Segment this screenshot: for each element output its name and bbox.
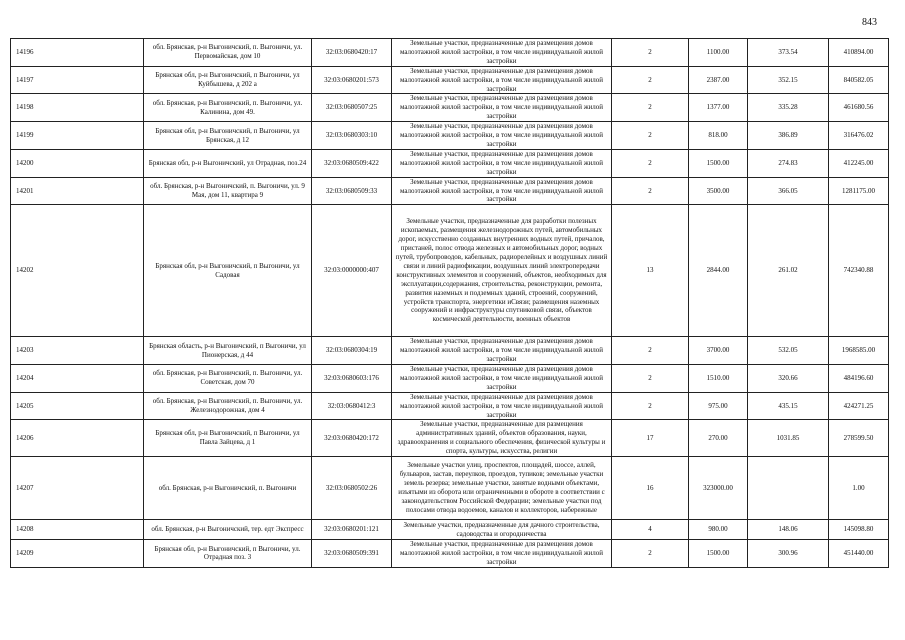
row-rate: 386.89 (748, 122, 829, 150)
row-cadastral-value: 1.00 (829, 457, 889, 520)
row-cadastral-value: 410894.00 (829, 39, 889, 67)
row-number: 14207 (11, 457, 144, 520)
row-area: 1510.00 (689, 365, 748, 393)
row-address: обл. Брянская, р-н Выгоничский, п. Выгоничи, ул. Железнодорожная, дом 4 (144, 392, 312, 420)
row-cadastral-value: 145098.80 (829, 520, 889, 540)
table-row (11, 392, 889, 420)
row-cadastral-number: 32:03:0680420:172 (312, 420, 392, 457)
row-address: Брянская обл, р-н Выгоничский, п Выгоничи, ул Павла Зайцева, д 1 (144, 420, 312, 457)
table-row (11, 149, 889, 177)
row-address: Брянская обл, р-н Выгоничский, ул Отрадная, поз.24 (144, 149, 312, 177)
row-number: 14204 (11, 365, 144, 393)
row-address: Брянская обл, р-н Выгоничский, п Выгоничи, ул Садовая (144, 205, 312, 337)
row-group: 2 (612, 337, 689, 365)
row-land-use: Земельные участки, предназначенные для размещения домов малоэтажной жилой застройки, в том числе индивидуальной жилой застройки (392, 337, 612, 365)
row-number: 14197 (11, 66, 144, 94)
row-group: 16 (612, 457, 689, 520)
cadastral-value-table (10, 38, 889, 568)
row-number: 14200 (11, 149, 144, 177)
row-cadastral-number: 32:03:0680303:10 (312, 122, 392, 150)
row-area: 3500.00 (689, 177, 748, 205)
row-cadastral-value: 840582.05 (829, 66, 889, 94)
row-cadastral-value: 316476.02 (829, 122, 889, 150)
row-number: 14203 (11, 337, 144, 365)
row-land-use: Земельные участки, предназначенные для дачного строительства, садоводства и огородничества (392, 520, 612, 540)
table-row (11, 337, 889, 365)
row-group: 13 (612, 205, 689, 337)
row-address: обл. Брянская, р-н Выгоничский, п. Выгоничи (144, 457, 312, 520)
row-group: 17 (612, 420, 689, 457)
row-address: обл. Брянская, р-н Выгоничский, п. Выгоничи, ул. Калинина, дом 49. (144, 94, 312, 122)
row-address: обл. Брянская, р-н Выгоничский, п. Выгоничи, ул. Советская, дом 70 (144, 365, 312, 393)
row-land-use: Земельные участки, предназначенные для размещения административных зданий, объектов образования, науки, здравоохранения и социального обеспечения, физической культуры и спорта, культуры, искусства, религии (392, 420, 612, 457)
row-land-use: Земельные участки, предназначенные для размещения домов малоэтажной жилой застройки, в том числе индивидуальной жилой застройки (392, 66, 612, 94)
table-row (11, 177, 889, 205)
row-cadastral-value: 1281175.00 (829, 177, 889, 205)
row-area: 2387.00 (689, 66, 748, 94)
row-group: 2 (612, 39, 689, 67)
row-cadastral-number: 32:03:0680509:422 (312, 149, 392, 177)
row-land-use: Земельные участки, предназначенные для размещения домов малоэтажной жилой застройки, в том числе индивидуальной жилой застройки (392, 39, 612, 67)
row-cadastral-value: 424271.25 (829, 392, 889, 420)
table-body (11, 39, 889, 568)
table-row (11, 39, 889, 67)
row-rate: 373.54 (748, 39, 829, 67)
row-rate: 335.28 (748, 94, 829, 122)
row-area: 818.00 (689, 122, 748, 150)
row-group: 2 (612, 149, 689, 177)
row-land-use: Земельные участки, предназначенные для размещения домов малоэтажной жилой застройки, в том числе индивидуальной жилой застройки (392, 392, 612, 420)
row-cadastral-value: 412245.00 (829, 149, 889, 177)
row-land-use: Земельные участки улиц, проспектов, площадей, шоссе, аллей, бульваров, застав, переулков, проездов, тупиков; земельные участки земель резерва; земельные участки, занятые водными объектами, изъятыми из оборота или ограниченными в обороте в соответствии с законодательством Российской Федерации; земельные участки под полосами отвода водоемов, каналов и коллекторов, набережные (392, 457, 612, 520)
table-row (11, 94, 889, 122)
row-number: 14208 (11, 520, 144, 540)
table-row (11, 122, 889, 150)
row-number: 14199 (11, 122, 144, 150)
row-cadastral-value: 484196.60 (829, 365, 889, 393)
row-land-use: Земельные участки, предназначенные для размещения домов малоэтажной жилой застройки, в том числе индивидуальной жилой застройки (392, 122, 612, 150)
row-address: Брянская область, р-н Выгоничский, п Выгоничи, ул Пионерская, д 44 (144, 337, 312, 365)
row-cadastral-number: 32:03:0680509:391 (312, 540, 392, 568)
row-area: 980.00 (689, 520, 748, 540)
row-group: 4 (612, 520, 689, 540)
row-cadastral-number: 32:03:0680412:3 (312, 392, 392, 420)
table-row (11, 66, 889, 94)
row-number: 14209 (11, 540, 144, 568)
row-number: 14198 (11, 94, 144, 122)
row-area: 1100.00 (689, 39, 748, 67)
row-cadastral-number: 32:03:0680509:33 (312, 177, 392, 205)
page-number: 843 (862, 17, 877, 28)
row-cadastral-number: 32:03:0680201:573 (312, 66, 392, 94)
row-address: Брянская обл, р-н Выгоничский, п Выгоничи, ул Куйбышева, д 202 а (144, 66, 312, 94)
row-rate: 148.06 (748, 520, 829, 540)
row-land-use: Земельные участки, предназначенные для размещения домов малоэтажной жилой застройки, в том числе индивидуальной жилой застройки (392, 177, 612, 205)
row-group: 2 (612, 122, 689, 150)
table-row (11, 420, 889, 457)
row-land-use: Земельные участки, предназначенные для разработки полезных ископаемых, размещения железнодорожных путей, автомобильных дорог, искусственно созданных внутренних водных путей, причалов, пристаней, полос отвода железных и автомобильных дорог, водных путей, трубопроводов, кабельных, радиорелейных и воздушных линий связи и линий радиофикации, воздушных линий электропередачи конструктивных элементов и сооружений, объектов, необходимых для эксплуатации,содержания, строительства, реконструкции, ремонта, развития наземных и подземных зданий, строений, сооружений, устройств транспорта, энергетики иСвязи; размещения наземных сооружений и инфраструктуры спутниковой связи, объектов космической деятельности, военных объектов (392, 205, 612, 337)
table-row (11, 520, 889, 540)
row-cadastral-number: 32:03:0000000:407 (312, 205, 392, 337)
row-number: 14206 (11, 420, 144, 457)
row-group: 2 (612, 540, 689, 568)
row-area: 1500.00 (689, 540, 748, 568)
row-rate: 320.66 (748, 365, 829, 393)
row-rate: 352.15 (748, 66, 829, 94)
row-cadastral-value: 742340.88 (829, 205, 889, 337)
row-area: 975.00 (689, 392, 748, 420)
row-cadastral-number: 32:03:0680507:25 (312, 94, 392, 122)
row-rate: 435.15 (748, 392, 829, 420)
row-group: 2 (612, 66, 689, 94)
row-cadastral-number: 32:03:0680304:19 (312, 337, 392, 365)
row-number: 14205 (11, 392, 144, 420)
row-number: 14202 (11, 205, 144, 337)
row-cadastral-number: 32:03:0680201:121 (312, 520, 392, 540)
row-address: обл. Брянская, р-н Выгоничский, п. Выгоничи, ул. 9 Мая, дом 11, квартира 9 (144, 177, 312, 205)
row-cadastral-value: 278599.50 (829, 420, 889, 457)
row-group: 2 (612, 94, 689, 122)
row-cadastral-number: 32:03:0680603:176 (312, 365, 392, 393)
row-group: 2 (612, 365, 689, 393)
row-land-use: Земельные участки, предназначенные для размещения домов малоэтажной жилой застройки, в том числе индивидуальной жилой застройки (392, 149, 612, 177)
row-cadastral-value: 1968585.00 (829, 337, 889, 365)
table-row (11, 540, 889, 568)
table-row (11, 457, 889, 520)
row-land-use: Земельные участки, предназначенные для размещения домов малоэтажной жилой застройки, в том числе индивидуальной жилой застройки (392, 365, 612, 393)
row-area: 3700.00 (689, 337, 748, 365)
row-address: обл. Брянская, р-н Выгоничский, п. Выгоничи, ул. Первомайская, дом 10 (144, 39, 312, 67)
row-number: 14201 (11, 177, 144, 205)
row-cadastral-number: 32:03:0680420:17 (312, 39, 392, 67)
row-number: 14196 (11, 39, 144, 67)
row-rate: 300.96 (748, 540, 829, 568)
row-rate: 261.02 (748, 205, 829, 337)
table-row (11, 205, 889, 337)
row-group: 2 (612, 392, 689, 420)
row-address: Брянская обл, р-н Выгоничский, п Выгоничи, ул Брянская, д 12 (144, 122, 312, 150)
row-area: 323000.00 (689, 457, 748, 520)
row-address: Брянская обл, р-н Выгоничский, п Выгоничи, ул. Отрадная поз. 3 (144, 540, 312, 568)
row-land-use: Земельные участки, предназначенные для размещения домов малоэтажной жилой застройки, в том числе индивидуальной жилой застройки (392, 540, 612, 568)
row-cadastral-value: 461680.56 (829, 94, 889, 122)
row-area: 270.00 (689, 420, 748, 457)
table-row (11, 365, 889, 393)
row-land-use: Земельные участки, предназначенные для размещения домов малоэтажной жилой застройки, в том числе индивидуальной жилой застройки (392, 94, 612, 122)
row-rate: 1031.85 (748, 420, 829, 457)
row-rate (748, 457, 829, 520)
row-group: 2 (612, 177, 689, 205)
row-area: 1377.00 (689, 94, 748, 122)
row-cadastral-number: 32:03:0680502:26 (312, 457, 392, 520)
row-cadastral-value: 451440.00 (829, 540, 889, 568)
row-rate: 532.05 (748, 337, 829, 365)
row-rate: 274.83 (748, 149, 829, 177)
row-address: обл. Брянская, р-н Выгоничский, тер. едт Экспресс (144, 520, 312, 540)
row-area: 2844.00 (689, 205, 748, 337)
row-area: 1500.00 (689, 149, 748, 177)
row-rate: 366.05 (748, 177, 829, 205)
